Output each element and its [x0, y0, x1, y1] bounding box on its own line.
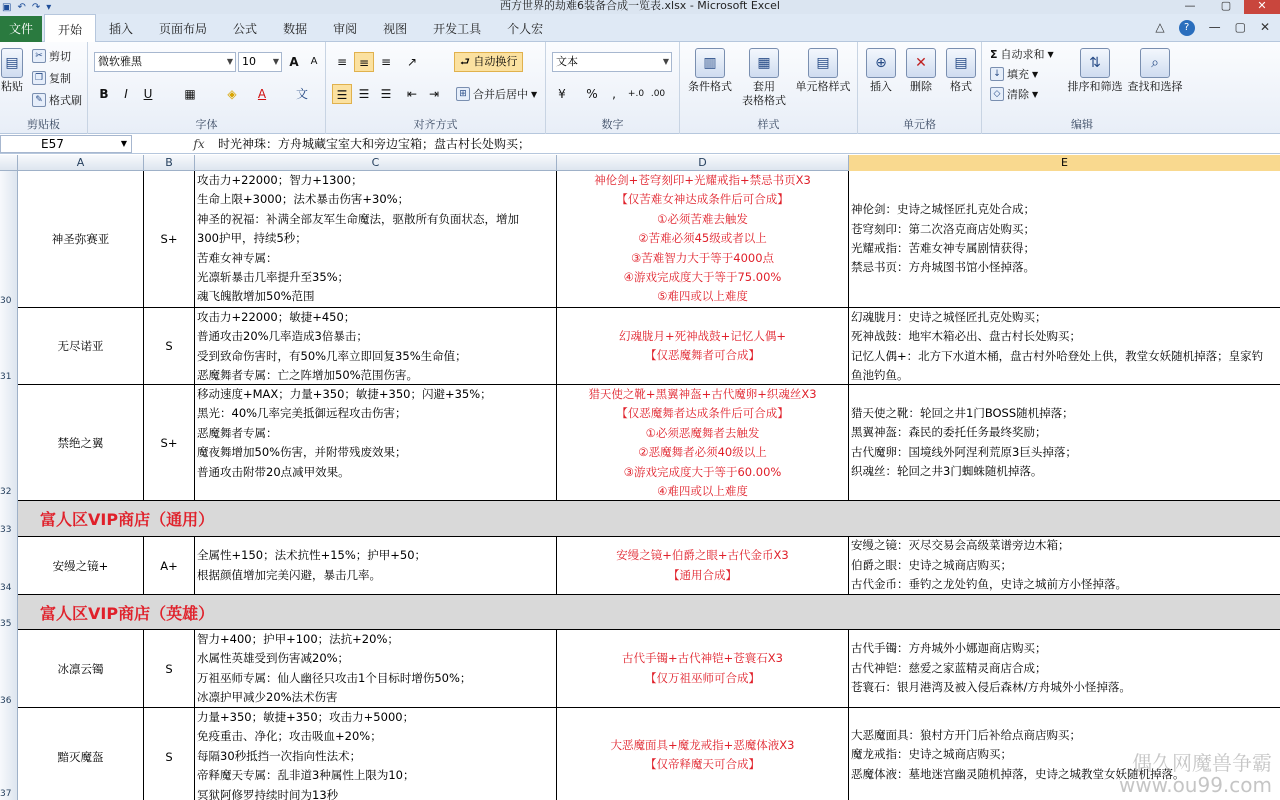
alignment-group-label: 对齐方式	[413, 118, 458, 131]
number-format-combo[interactable]	[552, 52, 672, 72]
attr-line: 普通攻击附带20点减甲效果。	[197, 464, 350, 479]
clear-button[interactable]	[990, 86, 1038, 102]
font-name-value: 微软雅黑	[98, 55, 142, 68]
alignment-group	[326, 42, 546, 134]
number-group	[546, 42, 680, 134]
font-group-label: 字体	[195, 118, 218, 131]
tab-developer[interactable]: 开发工具	[433, 22, 482, 36]
source-line: 安缦之镜：灭尽交易会高级菜谱旁边木箱；	[851, 538, 1070, 553]
tab-data[interactable]: 数据	[283, 22, 308, 36]
delete-button[interactable]	[902, 48, 940, 94]
table-icon: ▦	[749, 48, 779, 78]
section-header-row[interactable]	[18, 595, 1280, 630]
recipe-cell[interactable]	[557, 171, 849, 307]
number-group-label: 数字	[601, 118, 624, 131]
attr-line: 光凛斩暴击几率提升至35%；	[197, 270, 350, 285]
column-header-b[interactable]: B	[144, 155, 195, 171]
format-painter-label: 格式刷	[49, 94, 82, 107]
format-cells-icon: ▤	[946, 48, 976, 78]
font-name-combo[interactable]	[94, 52, 236, 72]
attr-line: 每隔30秒抵挡一次指向性法术；	[197, 748, 362, 763]
column-header-e[interactable]: E	[849, 155, 1280, 171]
align-right-icon[interactable]: ☰	[380, 87, 392, 101]
tab-home[interactable]: 开始	[44, 14, 96, 43]
decrease-decimal-icon[interactable]: .00	[650, 89, 666, 99]
recipe-line: 古代手镯+古代神铠+苍寰石X3	[622, 651, 783, 666]
recipe-line: 【仅恶魔舞者达成条件后可合成】	[616, 406, 789, 421]
attr-line: 恶魔舞者专属：亡之阵增加50%范围伤害。	[197, 368, 419, 383]
workbook-close-icon[interactable]: ✕	[1259, 20, 1270, 34]
autosum-label: 自动求和	[1000, 48, 1045, 61]
source-line: 苍穹刻印：第二次洛克商店处购买；	[851, 221, 1035, 236]
recipe-cell[interactable]	[557, 708, 849, 800]
editing-group	[982, 42, 1182, 134]
format-as-table-label-2: 表格格式	[742, 94, 786, 107]
sort-filter-label: 排序和筛选	[1067, 80, 1123, 93]
format-label: 格式	[950, 80, 972, 93]
name-box-value: E57	[41, 137, 64, 151]
row-header[interactable]: 35	[0, 619, 12, 629]
source-line: 光耀戒指：苦难女神专属剧情获得；	[851, 241, 1035, 255]
phonetic-button[interactable]: 文	[295, 87, 308, 101]
recipe-line: 【通用合成】	[668, 567, 737, 582]
styles-group	[680, 42, 858, 134]
workbook-restore-icon[interactable]: ▢	[1234, 20, 1246, 34]
attr-line: 水属性英雄受到伤害减20%；	[197, 651, 350, 666]
clipboard-icon: ▤	[1, 48, 23, 78]
item-grade-cell[interactable]: S	[144, 708, 195, 800]
recipe-cell[interactable]	[557, 308, 849, 384]
chevron-down-icon: ▼	[1047, 49, 1054, 59]
redo-icon[interactable]: ↷	[31, 1, 41, 13]
attr-line: 恶魔舞者专属：	[197, 425, 278, 440]
cells-group-label: 单元格	[903, 118, 936, 131]
insert-button[interactable]	[862, 48, 900, 94]
font-size-value: 10	[242, 55, 256, 68]
chevron-down-icon: ▼	[1032, 89, 1039, 99]
tab-insert[interactable]: 插入	[109, 22, 134, 36]
item-name-cell[interactable]: 禁绝之翼	[18, 385, 144, 500]
item-grade-cell[interactable]: S	[144, 308, 195, 384]
chevron-down-icon: ▼	[1032, 69, 1039, 79]
recipe-line: 大恶魔面具+魔龙戒指+恶魔体液X3	[610, 738, 795, 752]
insert-label: 插入	[870, 80, 892, 93]
source-cell[interactable]	[849, 630, 1280, 707]
merge-center-label: 合并后居中	[473, 88, 528, 101]
attr-line: 力量+350；敏捷+350；攻击力+5000；	[197, 710, 415, 724]
attr-line: 普通攻击20%几率造成3倍暴击；	[197, 329, 368, 344]
title-bar	[0, 0, 1280, 14]
find-select-label: 查找和选择	[1127, 80, 1183, 93]
attr-line: 生命上限+3000；法术暴击伤害+30%；	[197, 192, 410, 207]
source-line: 幻魂胧月：史诗之城怪匠扎克处购买；	[851, 310, 1047, 324]
ribbon-tabs	[0, 14, 1280, 42]
attr-line: 全属性+150；法术抗性+15%；护甲+50；	[197, 548, 427, 563]
tab-page-layout[interactable]: 页面布局	[159, 22, 208, 36]
conditional-format-label: 条件格式	[688, 80, 732, 93]
recipe-line: ③苦难智力大于等于4000点	[630, 250, 775, 265]
site-watermark	[1119, 752, 1272, 796]
paste-label: 粘贴	[1, 80, 23, 93]
attr-line: 魔夜舞增加50%伤害，并附带残废效果；	[197, 445, 407, 460]
chevron-down-icon: ▼	[531, 89, 538, 99]
formula-bar	[0, 134, 1280, 154]
increase-decimal-icon[interactable]: +.0	[627, 89, 645, 99]
recipe-line: ④难四或以上难度	[657, 484, 748, 499]
insert-function-button[interactable]: fx	[193, 137, 205, 151]
attr-line: 免疫重击、净化；攻击吸血+20%；	[197, 729, 382, 744]
source-line: 神伦剑：史诗之城怪匠扎克处合成；	[851, 202, 1035, 217]
row-headers	[0, 171, 18, 800]
brush-icon: ✎	[32, 93, 46, 107]
currency-icon[interactable]: ¥	[558, 87, 566, 101]
row-header[interactable]: 30	[0, 296, 12, 306]
underline-button[interactable]: U	[143, 87, 153, 101]
attr-line: 攻击力+22000；智力+1300；	[197, 173, 363, 187]
borders-icon[interactable]: ▦	[184, 87, 196, 101]
source-line: 古代神铠：慈爱之家蓝精灵商店合成；	[851, 660, 1047, 675]
recipe-line: ④游戏完成度大于等于75.00%	[623, 270, 782, 285]
recipe-line: 幻魂胧月+死神战鼓+记忆人偶+	[619, 328, 786, 343]
fill-label: 填充	[1007, 68, 1029, 81]
minimize-button[interactable]: —	[1184, 0, 1196, 12]
item-name-cell[interactable]: 神圣弥赛亚	[18, 171, 144, 307]
align-bottom-icon[interactable]: ≡	[380, 55, 392, 69]
number-format-value: 文本	[556, 55, 578, 68]
recipe-line: ②恶魔舞者必须40级以上	[638, 445, 767, 460]
column-header-a[interactable]: A	[18, 155, 144, 171]
shrink-font-button[interactable]: A	[310, 56, 318, 67]
styles-group-label: 样式	[757, 118, 780, 131]
align-left-icon[interactable]: ☰	[332, 84, 352, 104]
find-select-button[interactable]	[1126, 48, 1184, 94]
comma-icon[interactable]: ,	[612, 87, 616, 101]
column-header-c[interactable]: C	[195, 155, 557, 171]
source-line: 古代金币：垂钓之龙处钓鱼，史诗之城前方小怪掉落。	[851, 577, 1127, 592]
item-attrs-cell[interactable]	[195, 708, 557, 800]
table-row	[18, 708, 1280, 800]
align-top-icon[interactable]: ≡	[336, 55, 348, 69]
conditional-format-button[interactable]	[684, 48, 736, 94]
formula-input[interactable]: 时光神珠：方舟城藏宝室大和旁边宝箱；盘古村长处购买；	[218, 137, 531, 151]
conditional-format-icon: ▥	[695, 48, 725, 78]
chevron-down-icon: ▼	[120, 139, 127, 148]
source-cell[interactable]	[849, 308, 1280, 384]
tab-file[interactable]: 文件	[0, 16, 42, 42]
grow-font-button[interactable]: A	[289, 55, 299, 69]
recipe-line: 神伦剑+苍穹刻印+光耀戒指+禁忌书页X3	[594, 173, 811, 187]
row-header[interactable]: 31	[0, 372, 12, 382]
chevron-down-icon: ▼	[272, 57, 279, 66]
source-cell[interactable]	[849, 385, 1280, 500]
source-line: 苍寰石：银月港湾及被入侵后森林/方舟城外小怪掉落。	[851, 680, 1131, 695]
item-grade-cell[interactable]: S	[144, 630, 195, 707]
font-size-combo[interactable]	[238, 52, 282, 72]
recipe-line: ①必须苦难去触发	[657, 211, 748, 226]
recipe-line: 【仅苦难女神达成条件后可合成】	[616, 192, 789, 207]
attr-line: 冰凛护甲减少20%法术伤害	[197, 690, 338, 705]
recipe-line: 猎天使之靴+黑翼神盔+古代魔卵+织魂丝X3	[588, 387, 817, 401]
source-line: 黑翼神盔：森民的委托任务最终奖励；	[851, 425, 1047, 440]
help-area	[1155, 20, 1270, 36]
italic-button[interactable]: I	[124, 87, 128, 101]
cell-styles-icon: ▤	[808, 48, 838, 78]
source-line: 大恶魔面具：狼村方开门后补给点商店购买；	[851, 728, 1081, 742]
workbook-minimize-icon[interactable]: —	[1208, 20, 1221, 34]
recipe-line: ①必须恶魔舞者去触发	[645, 425, 760, 440]
clear-label: 清除	[1007, 88, 1029, 101]
font-color-button[interactable]: A	[257, 87, 267, 101]
delete-label: 删除	[910, 80, 932, 93]
watermark-line: www.ou99.com	[1118, 773, 1272, 797]
source-line: 死神战鼓：地牢木箱必出、盘古村长处购买；	[851, 329, 1081, 344]
attr-line: 万祖巫师专属：仙人幽径只攻击1个目标时增伤50%；	[197, 670, 472, 685]
item-attrs-cell[interactable]	[195, 308, 557, 384]
source-line: 禁忌书页：方舟城图书馆小怪掉落。	[851, 260, 1035, 275]
attr-line: 帝释魔天专属：乱非道3种属性上限为10；	[197, 768, 415, 783]
attr-line: 攻击力+22000；敏捷+450；	[197, 310, 356, 324]
source-line: 古代魔卵：国境线外阿涅利荒原3巨头掉落；	[851, 444, 1077, 459]
sigma-icon: Σ	[990, 47, 998, 61]
paste-button[interactable]	[0, 48, 24, 94]
wrap-text-icon: ⮐	[460, 55, 474, 68]
attr-line: 300护甲，持续5秒；	[197, 231, 307, 246]
fill-down-icon: ↓	[990, 67, 1004, 81]
attr-line: 苦难女神专属：	[197, 250, 278, 265]
merge-center-button[interactable]	[456, 86, 537, 102]
binoculars-icon: ⌕	[1140, 48, 1170, 78]
item-name-cell[interactable]: 黯灭魔盔	[18, 708, 144, 800]
cells-group	[858, 42, 982, 134]
wrap-text-button[interactable]	[454, 52, 523, 72]
attr-line: 魂飞魄散增加50%范围	[197, 289, 315, 304]
customize-qat-icon[interactable]: ▾	[46, 1, 52, 13]
copy-button[interactable]	[32, 70, 71, 86]
item-grade-cell[interactable]: A+	[144, 537, 195, 594]
close-button[interactable]: ✕	[1244, 0, 1280, 14]
recipe-line: 【仅恶魔舞者可合成】	[645, 348, 760, 362]
clipboard-group-label: 剪贴板	[27, 118, 60, 131]
align-middle-icon[interactable]: ≡	[354, 52, 374, 72]
cut-button[interactable]	[32, 48, 71, 64]
chevron-down-icon: ▼	[662, 57, 669, 66]
copy-icon: ❐	[32, 71, 46, 85]
align-center-icon[interactable]: ☰	[358, 87, 370, 101]
recipe-line: 【仅万祖巫师可合成】	[645, 670, 760, 685]
clipboard-group	[0, 42, 88, 134]
decrease-indent-icon[interactable]: ⇤	[406, 87, 418, 101]
recipe-cell[interactable]	[557, 385, 849, 500]
item-attrs-cell[interactable]	[195, 385, 557, 500]
recipe-line: 安缦之镜+伯爵之眼+古代金币X3	[616, 548, 789, 563]
ribbon	[0, 42, 1280, 134]
merge-icon: ⊞	[456, 87, 470, 101]
tab-review[interactable]: 审阅	[333, 22, 358, 36]
tab-personal-macro[interactable]: 个人宏	[507, 22, 544, 36]
section-header-row[interactable]	[18, 501, 1280, 537]
delete-cells-icon: ✕	[906, 48, 936, 78]
format-button[interactable]	[942, 48, 980, 94]
sort-filter-icon: ⇅	[1080, 48, 1110, 78]
row-header[interactable]: 36	[0, 696, 12, 706]
table-row	[18, 171, 1280, 308]
recipe-cell[interactable]	[557, 630, 849, 707]
recipe-line: ③游戏完成度大于等于60.00%	[623, 464, 782, 479]
cut-label: 剪切	[49, 50, 71, 63]
table-row	[18, 537, 1280, 595]
eraser-icon: ◇	[990, 87, 1004, 101]
font-group	[88, 42, 326, 134]
source-line: 织魂丝：轮回之井3门蜘蛛随机掉落。	[851, 463, 1043, 478]
source-line: 古代手镯：方舟城外小娜迦商店购买；	[851, 641, 1047, 656]
increase-indent-icon[interactable]: ⇥	[428, 87, 440, 101]
insert-cells-icon: ⊕	[866, 48, 896, 78]
table-row	[18, 308, 1280, 385]
save-icon[interactable]: ▣	[2, 1, 12, 13]
watermark-line: 偶久网魔兽争霸	[1132, 751, 1272, 775]
name-box[interactable]	[0, 135, 132, 153]
attr-line: 移动速度+MAX；力量+350；敏捷+350；闪避+35%；	[197, 387, 492, 401]
row-header[interactable]: 34	[0, 583, 12, 593]
attr-line: 根据颜值增加完美闪避，暴击几率。	[197, 567, 381, 582]
sort-filter-button[interactable]	[1066, 48, 1124, 94]
maximize-button[interactable]: ▢	[1220, 0, 1232, 12]
source-line: 记忆人偶+：北方下水道木桶，盘古村外哈登处上供，教堂女妖随机掉落；皇家钓	[851, 348, 1264, 363]
undo-icon[interactable]: ↶	[17, 1, 26, 13]
recipe-line: ②苦难必须45级或者以上	[638, 231, 767, 246]
attr-line: 冥狱阿修罗持续时间为13秒	[197, 787, 339, 800]
item-name-cell[interactable]: 冰凛云镯	[18, 630, 144, 707]
source-cell[interactable]	[849, 537, 1280, 594]
source-line: 伯爵之眼：史诗之城商店购买；	[851, 557, 1012, 572]
format-painter-button[interactable]	[32, 92, 82, 108]
scissors-icon: ✂	[32, 49, 46, 63]
attr-line: 黑光：40%几率完美抵御远程攻击伤害；	[197, 406, 407, 421]
worksheet-grid	[18, 171, 1280, 800]
row-header[interactable]: 37	[0, 789, 12, 799]
attr-line: 受到致命伤害时，有50%几率立即回复35%生命值；	[197, 348, 467, 363]
chevron-down-icon: ▼	[226, 57, 233, 66]
source-line: 鱼池钓鱼。	[851, 368, 909, 383]
tab-view[interactable]: 视图	[383, 22, 408, 36]
window-title: 西方世界的劫难6装备合成一览表.xlsx - Microsoft Excel	[500, 0, 780, 12]
item-attrs-cell[interactable]	[195, 630, 557, 707]
source-line: 魔龙戒指：史诗之城商店购买；	[851, 747, 1012, 762]
window-controls	[1172, 0, 1280, 14]
section-title: 富人区VIP商店（通用）	[40, 510, 215, 529]
recipe-line: 【仅帝释魔天可合成】	[645, 757, 760, 772]
item-name-cell[interactable]: 安缦之镜+	[18, 537, 144, 594]
recipe-cell[interactable]	[557, 537, 849, 594]
help-icon[interactable]: ?	[1179, 20, 1195, 36]
item-attrs-cell[interactable]	[195, 171, 557, 307]
cell-styles-button[interactable]	[790, 48, 856, 94]
source-cell[interactable]	[849, 171, 1280, 307]
table-row	[18, 630, 1280, 708]
attr-line: 智力+400；护甲+100；法抗+20%；	[197, 632, 399, 646]
bold-button[interactable]: B	[99, 87, 109, 101]
format-as-table-button[interactable]	[738, 48, 790, 108]
section-title: 富人区VIP商店（英雄）	[40, 603, 215, 623]
cell-styles-label: 单元格样式	[795, 80, 851, 93]
minimize-ribbon-icon[interactable]: △	[1155, 20, 1165, 34]
item-grade-cell[interactable]: S+	[144, 171, 195, 307]
fill-color-icon[interactable]: ◈	[227, 87, 237, 101]
source-line: 猎天使之靴：轮回之井1门BOSS随机掉落；	[851, 405, 1074, 420]
fill-button[interactable]	[990, 66, 1038, 82]
percent-button[interactable]: %	[586, 87, 598, 101]
orientation-icon[interactable]: ↗	[406, 55, 418, 69]
row-header[interactable]: 32	[0, 487, 12, 497]
recipe-line: ⑤难四或以上难度	[657, 289, 748, 304]
wrap-text-label: 自动换行	[473, 55, 518, 68]
autosum-button[interactable]	[990, 46, 1054, 62]
copy-label: 复制	[49, 72, 71, 85]
attr-line: 神圣的祝福：补满全部友军生命魔法，驱散所有负面状态，增加	[197, 211, 519, 226]
select-all-corner[interactable]	[0, 155, 18, 171]
item-name-cell[interactable]: 无尽诺亚	[18, 308, 144, 384]
row-header[interactable]: 33	[0, 525, 12, 535]
tab-formulas[interactable]: 公式	[233, 22, 258, 36]
format-as-table-label-1: 套用	[753, 80, 775, 93]
item-attrs-cell[interactable]	[195, 537, 557, 594]
source-line: 恶魔体液：墓地迷宫幽灵随机掉落，史诗之城教堂女妖随机掉落。	[851, 766, 1185, 781]
column-headers	[0, 155, 1280, 171]
item-grade-cell[interactable]: S+	[144, 385, 195, 500]
table-row	[18, 385, 1280, 501]
column-header-d[interactable]: D	[557, 155, 849, 171]
editing-group-label: 编辑	[1071, 118, 1093, 131]
